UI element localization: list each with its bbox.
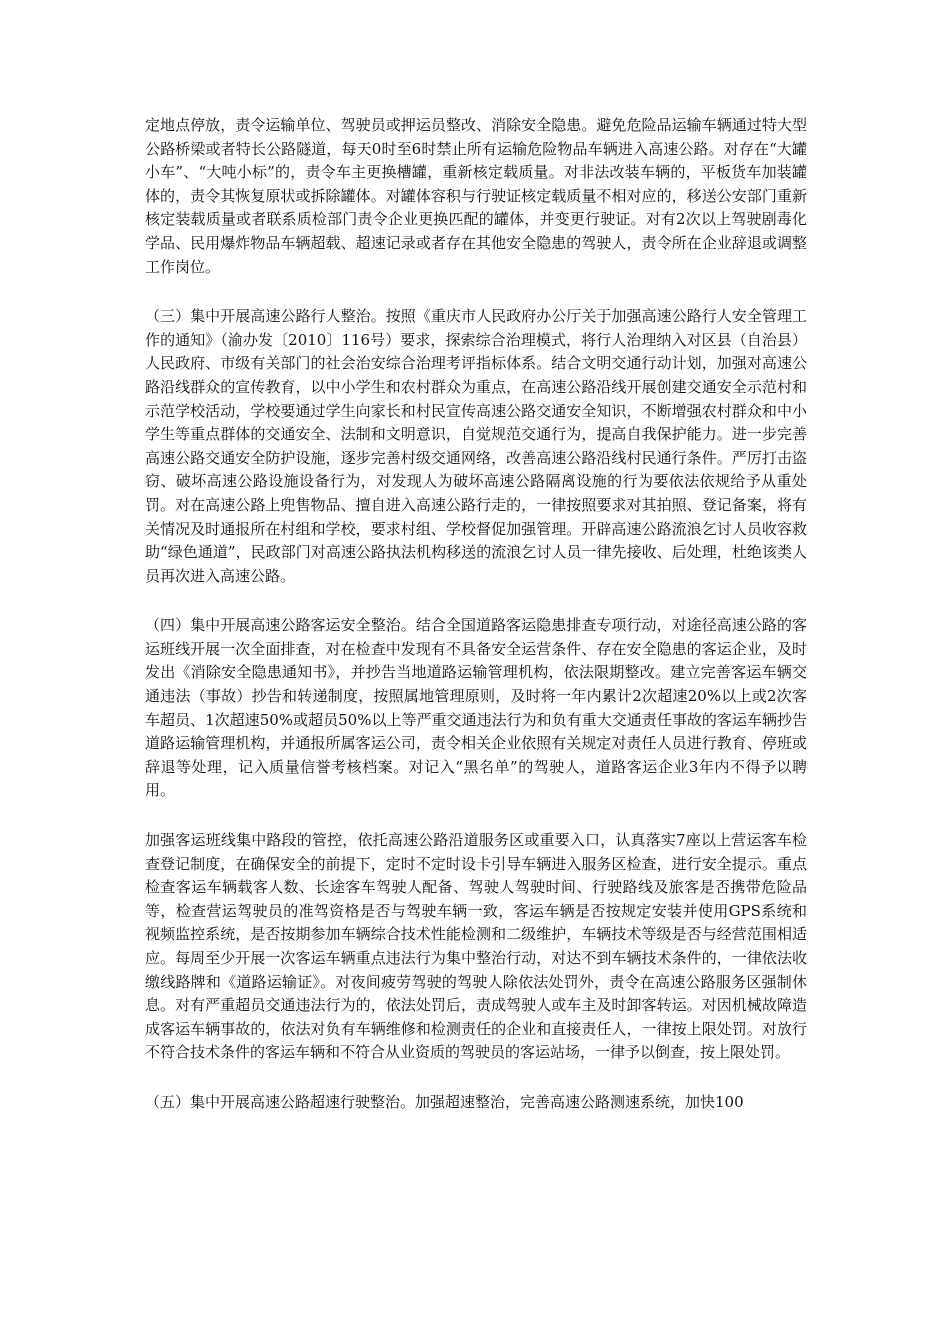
paragraph-hazmat-continuation: 定地点停放，责令运输单位、驾驶员或押运员整改、消除安全隐患。避免危险品运输车辆通过特大型公路桥梁或者特长公路隧道，每天0时至6时禁止所有运输危险物品车辆进入高速公路。对存在“大罐小车”、“大吨小标”的，责令车主更换槽罐，重新核定载质量。对非法改装车辆的，平板货车加装罐体的，责令其恢复原状或拆除罐体。对罐体容积与行驶证核定载质量不相对应的，移送公安部门重新核定装载质量或者联系质检部门责令企业更换匹配的罐体，并变更行驶证。对有2次以上驾驶剧毒化学品、民用爆炸物品车辆超载、超速记录或者存在其他安全隐患的驾驶人，责令所在企业辞退或调整工作岗位。 (145, 116, 807, 276)
paragraph-pedestrian-rectification: （三）集中开展高速公路行人整治。按照《重庆市人民政府办公厅关于加强高速公路行人安全管理工作的通知》（渝办发〔2010〕116号）要求，探索综合治理模式，将行人治理纳入对区县（自治县）人民政府、市级有关部门的社会治安综合治理考评指标体系。结合文明交通行动计划，加强对高速公路沿线群众的宣传教育，以中小学生和农村群众为重点，在高速公路沿线开展创建交通安全示范村和示范学校活动，学校要通过学生向家长和村民宣传高速公路交通安全知识，不断增强农村群众和中小学生等重点群体的交通安全、法制和文明意识，自觉规范交通行为，提高自我保护能力。进一步完善高速公路交通安全防护设施，逐步完善村级交通网络，改善高速公路沿线村民通行条件。严厉打击盗窃、破坏高速公路设施设备行为，对发现人为破坏高速公路隔离设施的行为要依法依规给予从重处罚。对在高速公路上兜售物品、擅自进入高速公路行走的，一律按照要求对其拍照、登记备案，将有关情况及时通报所在村组和学校，要求村组、学校督促加强管理。开辟高速公路流浪乞讨人员收容救助“绿色通道”，民政部门对高速公路执法机构移送的流浪乞讨人员一律先接收、后处理，杜绝该类人员再次进入高速公路。 (145, 307, 807, 585)
paragraph-speeding-rectification: （五）集中开展高速公路超速行驶整治。加强超速整治，完善高速公路测速系统，加快100 (145, 1092, 744, 1111)
paragraph-passenger-safety-rectification: （四）集中开展高速公路客运安全整治。结合全国道路客运隐患排查专项行动，对途径高速公路的客运班线开展一次全面排查，对在检查中发现有不具备安全运营条件、存在安全隐患的客运企业，及时发出《消除安全隐患通知书》，并抄告当地道路运输管理机构，依法限期整改。建立完善客运车辆交通违法（事故）抄告和转递制度，按照属地管理原则，及时将一年内累计2次超速20%以上或2次客车超员、1次超速50%或超员50%以上等严重交通违法行为和负有重大交通责任事故的客运车辆抄告道路运输管理机构，并通报所属客运公司，责令相关企业依照有关规定对责任人员进行教育、停班或辞退等处理，记入质量信誉考核档案。对记入“黑名单”的驾驶人，道路客运企业3年内不得予以聘用。 (145, 616, 807, 800)
document-body (145, 114, 807, 1115)
paragraph-passenger-line-control: 加强客运班线集中路段的管控，依托高速公路沿道服务区或重要入口，认真落实7座以上营运客车检查登记制度，在确保安全的前提下，定时不定时设卡引导车辆进入服务区检查，进行安全提示。重点检查客运车辆载客人数、长途客车驾驶人配备、驾驶人驾驶时间、行驶路线及旅客是否携带危险品等，检查营运驾驶员的准驾资格是否与驾驶车辆一致，客运车辆是否按规定安装并使用GPS系统和视频监控系统，是否按期参加车辆综合技术性能检测和二级维护，车辆技术等级是否与经营范围相适应。每周至少开展一次客运车辆重点违法行为集中整治行动，对达不到车辆技术条件的，一律依法收缴线路牌和《道路运输证》。对夜间疲劳驾驶的驾驶人除依法处罚外，责令在高速公路服务区强制休息。对有严重超员交通违法行为的，依法处罚后，责成驾驶人或车主及时卸客转运。对因机械故障造成客运车辆事故的，依法对负有车辆维修和检测责任的企业和直接责任人，一律按上限处罚。对放行不符合技术条件的客运车辆和不符合从业资质的驾驶员的客运站场，一律予以倒查，按上限处罚。 (145, 831, 807, 1062)
